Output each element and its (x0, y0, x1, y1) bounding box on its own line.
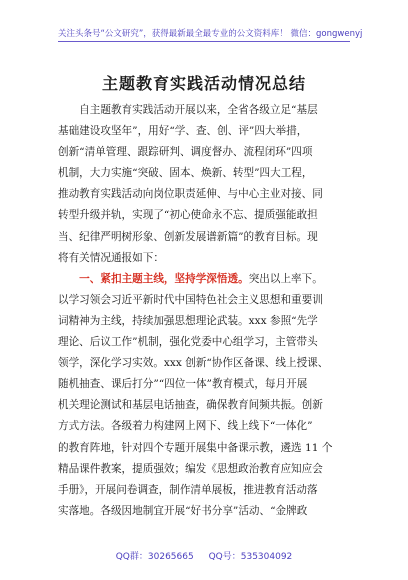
footer (0, 549, 408, 562)
body-line: 实落地。各级因地制宜开展“好书分享”活动、“金牌政 (58, 504, 308, 517)
body-line: 精品课件教案，提质强效；编发《思想政治教育应知应会 (58, 462, 323, 475)
section-heading-line (58, 269, 356, 290)
body-line: 理论、后议工作”机制，强化党委中心组学习，主管带头 (58, 336, 318, 349)
body-line: 机关理论测试和基层电话抽查，确保教育间频共振。创新 (58, 399, 323, 412)
body-line: 以学习领会习近平新时代中国特色社会主义思想和重要训 (58, 293, 323, 306)
body-line: 创新“清单管理、跟踪研判、调度督办、流程闭环”四项 (58, 146, 313, 159)
section-heading: 一、紧扣主题主线，坚持学深悟透。 (58, 272, 249, 285)
document-body (58, 100, 356, 522)
body-line: 将有关情况通报如下： (58, 251, 164, 264)
body-line: 的教育阵地，针对四个专题开展集中备课示教，遴选 11 个 (58, 441, 333, 454)
body-line: 基础建设攻坚年”，用好“学、查、创、评”四大举措， (58, 125, 308, 138)
body-line: 当、纪律严明树形象、创新发展谱新篇”的教育目标。现 (58, 230, 318, 243)
body-line: 方式方法。各级着力构建网上网下、线上线下“一体化” (58, 420, 313, 433)
body-line: 领学，深化学习实效。xxx 创新“协作区备课、线上授课、 (58, 357, 329, 370)
body-line: 手册》，开展问卷调查，制作清单展板，推进教育活动落 (58, 483, 318, 496)
header-banner: 关注头条号“公文研究”，获得最新最全最专业的公文资料库！ 微信：gongwenyj (58, 27, 350, 42)
body-line: 随机抽查、课后打分”“四位一体”教育模式，每月开展 (58, 378, 308, 391)
document-title: 主题教育实践活动情况总结 (101, 74, 306, 93)
body-line: 转型升级并轨，实现了“初心使命永不忘、提质强能敢担 (58, 209, 318, 222)
footer-qq: QQ号：535304092 (208, 552, 293, 562)
body-line: 机制，大力实施“突破、固本、焕新、转型”四大工程， (58, 167, 313, 180)
body-line: 词精神为主线，持续加强思想理论武装。xxx 参照“先学 (58, 314, 318, 327)
section-heading-tail: 突出以上率下。 (248, 272, 323, 285)
footer-qq-group: QQ群：30265665 (115, 552, 194, 562)
body-line: 自主题教育实践活动开展以来，全省各级立足“基层 (58, 104, 318, 116)
body-line: 推动教育实践活动向岗位职责延伸、与中心主业对接、同 (58, 188, 323, 201)
